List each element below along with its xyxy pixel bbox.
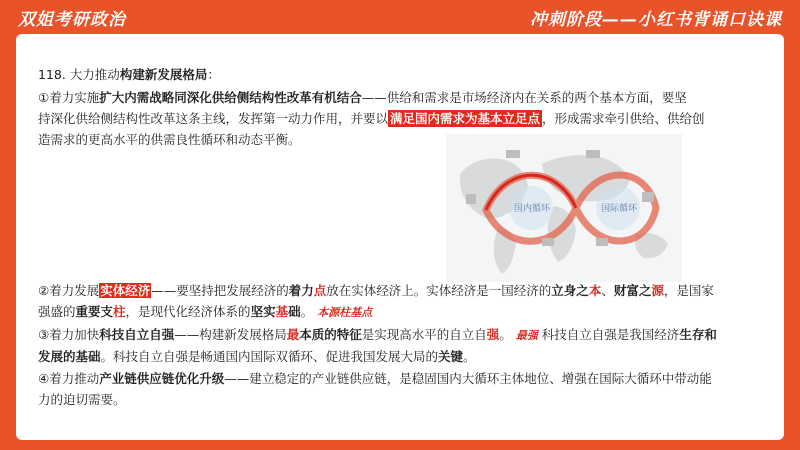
icon-globe [596, 238, 608, 246]
highlight-domestic-demand: 满足国内需求为基本立足点 [390, 111, 541, 126]
course-title: 冲刺阶段——小红书背诵口诀课 [530, 10, 782, 30]
paragraph-1: ①着力实施扩大内需战略同深化供给侧结构性改革有机结合——供给和需求是市场经济内在关系的两个基本方面，要坚 持深化供给侧结构性改革这条主线，发挥第一动力作用，并要以 满足国内需求为基本立足点 ，形成需求牵引供给、供给创 造需求的更高水平的供需良性循环和动态平衡。 [38, 90, 705, 147]
brand-title: 双姐考研政治 [18, 10, 126, 30]
paragraph-4: ④着力推动产业链供应链优化升级——建立稳定的产业链供应链，是稳固国内大循环主体地位、增强在国际大循环中带动能 力的迫切需要。 [38, 371, 712, 407]
icon-factory [506, 150, 520, 158]
icon-building [466, 194, 476, 204]
icon-ship [586, 150, 600, 158]
paragraph-3: ③着力加快科技自立自强——构建新发展格局最本质的特征是实现高水平的自立自强。 最强 科技自立自强是我国经济生存和 发展的基础。科技自立自强是畅通国内国际双循环、促进我国发展大局的关键。 [38, 327, 717, 364]
domestic-loop-label: 国内循环 [514, 204, 551, 214]
icon-truck [642, 192, 654, 202]
highlight-real-economy: 实体经济 [100, 283, 151, 298]
international-loop-label: 国际循环 [601, 204, 638, 214]
item-heading: 118. 大力推动构建新发展格局： [38, 67, 220, 82]
content-panel [16, 34, 784, 440]
mnemonic-stamp-1: 本源柱基点 [317, 306, 373, 319]
dual-circulation-map [446, 134, 682, 282]
paragraph-2: ②着力发展实体经济——要坚持把发展经济的着力点放在实体经济上。实体经济是一国经济的立身之本、财富之源，是国家 强盛的重要支柱，是现代化经济体系的坚实基础。 本源柱基点 [38, 283, 714, 319]
mnemonic-stamp-2: 最强 [515, 329, 538, 342]
icon-chart [542, 238, 554, 246]
